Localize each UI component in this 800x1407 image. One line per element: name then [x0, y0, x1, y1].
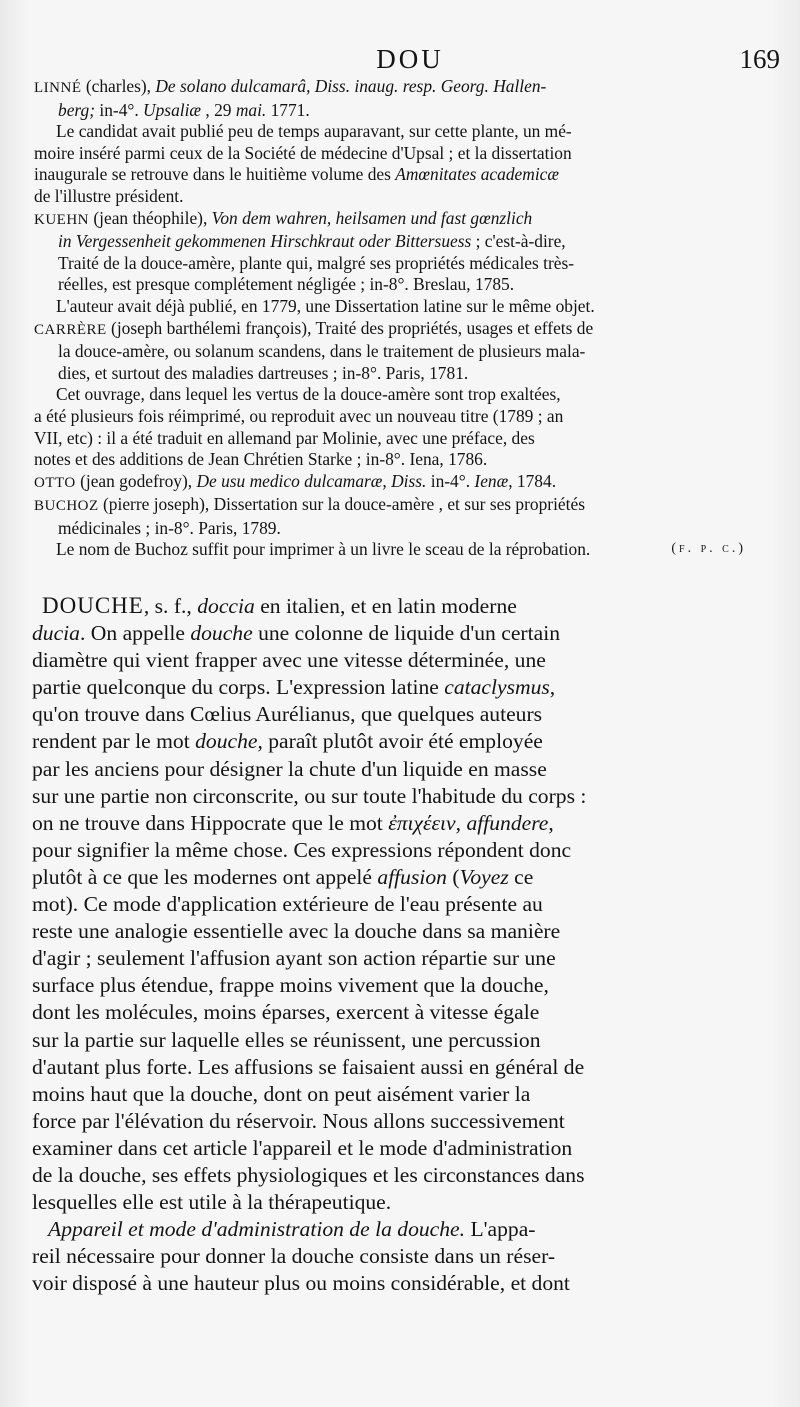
text-line: voir disposé à une hauteur plus ou moins considérable, et dont [32, 1271, 570, 1296]
text-line [32, 674, 770, 701]
bib-entry-otto [34, 471, 760, 495]
work-title: Amœnitates academicæ [395, 164, 559, 185]
text-line: moins haut que la douche, dont on peut aisément varier la [32, 1081, 531, 1106]
italic-term: cataclysmus [444, 675, 550, 700]
text-line [34, 471, 760, 495]
article-text: , paraît plutôt avoir été employée [257, 729, 543, 754]
text-line: reil nécessaire pour donner la douche consiste dans un réser- [32, 1244, 556, 1269]
text-line: reste une analogie essentielle avec la douche dans sa manière [32, 919, 561, 944]
text-line [34, 208, 760, 232]
bib-text: , 29 [201, 99, 236, 120]
italic-term: douche [195, 729, 258, 754]
text-line [32, 728, 770, 755]
author-name: LINNÉ [34, 80, 82, 96]
author-name: OTTO [34, 474, 76, 491]
work-title: in Vergessenheit gekommenen Hirschkraut oder Bittersuess [58, 231, 472, 252]
cross-reference: Voyez [459, 864, 509, 889]
text-line [32, 592, 770, 620]
note-line: VII, etc) : il a été traduit en allemand par Molinie, avec une préface, des [34, 427, 535, 448]
bib-text: (jean godefroy), [75, 470, 197, 491]
bib-entry-linne [34, 76, 760, 208]
text-line [34, 231, 760, 253]
text-line: de la douche, ses effets physiologiques et les circonstances dans [32, 1162, 585, 1187]
note-line: notes et des additions de Jean Chrétien Starke ; in-8°. Iena, 1786. [34, 449, 488, 470]
bib-text: 1771. [266, 99, 310, 120]
place: Upsaliæ [143, 99, 202, 120]
text-line: diamètre qui vient frapper avec une vitesse déterminée, une [32, 648, 546, 673]
article-text: plutôt à ce que les modernes ont appelé [32, 864, 378, 889]
text-line [34, 100, 760, 122]
text-line: médicinales ; in-8°. Paris, 1789. [58, 517, 281, 538]
bibliography [34, 76, 760, 561]
text-line: Traité de la douce-amère, plante qui, malgré ses propriétés médicales très- [58, 252, 575, 273]
section-heading: Appareil et mode d'administration de la douche. [48, 1217, 466, 1242]
work-title: Von dem wahren, heilsamen und fast gœnzlich [211, 207, 533, 228]
note-line [34, 164, 760, 186]
bib-text: (charles), [81, 76, 156, 96]
note-line: de l'illustre président. [34, 185, 184, 206]
italic-term: affusion [377, 864, 447, 889]
article-body [32, 592, 770, 1297]
article-text: en italien, et en latin moderne [254, 594, 517, 618]
article-text: ( [446, 864, 460, 889]
article-text: on ne trouve dans Hippocrate que le mot [32, 810, 389, 835]
work-title: De usu medico dulcamaræ, Diss. [196, 470, 427, 491]
section-heading-line [32, 1216, 770, 1243]
text-line: réelles, est presque complétement négligée ; in-8°. Breslau, 1785. [58, 274, 515, 295]
text-line: qu'on trouve dans Cœlius Aurélianus, que quelques auteurs [32, 702, 543, 727]
text-line: d'agir ; seulement l'affusion ayant son action répartie sur une [32, 946, 556, 971]
article-text: , [548, 810, 554, 835]
italic-term: doccia [197, 594, 255, 618]
bib-entry-kuehn [34, 208, 760, 318]
note-line: moire inséré parmi ceux de la Société de médecine d'Upsal ; et la dissertation [34, 142, 572, 163]
bib-text: in-4°. [426, 470, 475, 491]
text-line: mot). Ce mode d'application extérieure de l'eau présente au [32, 892, 543, 917]
note-line: L'auteur avait déjà publié, en 1779, une Dissertation latine sur le même objet. [56, 295, 595, 316]
text-line: sur une partie non circonscrite, ou sur toute l'habitude du corps : [32, 783, 587, 808]
text-line: la douce-amère, ou solanum scandens, dans le traitement de plusieurs mala- [58, 341, 586, 362]
text-line: pour signifier la même chose. Ces expressions répondent donc [32, 837, 572, 862]
bib-text: , 1784. [508, 470, 557, 491]
text-line: sur la partie sur laquelle elles se réunissent, une percussion [32, 1027, 541, 1052]
bib-text: (pierre joseph), Dissertation sur la douce-amère , et sur ses propriétés [98, 494, 585, 515]
text-line: par les anciens pour désigner la chute d'un liquide en masse [32, 756, 547, 781]
headword: DOUCHE [42, 593, 144, 618]
bib-text: (jean théophile), [89, 207, 212, 228]
author-name: CARRÈRE [34, 321, 107, 338]
text-line: dont les molécules, moins éparses, exercent à vitesse égale [32, 1000, 540, 1025]
text-line [34, 318, 760, 342]
work-title: De solano dulcamarâ, Diss. inaug. resp. Georg. Hallen- [155, 76, 547, 96]
italic-term: douche [190, 621, 253, 646]
article-text: , [549, 675, 556, 700]
article-text: , [455, 810, 467, 835]
bib-text: inaugurale se retrouve dans le huitième volume des [34, 164, 396, 185]
text-line [34, 494, 760, 518]
text-line: force par l'élévation du réservoir. Nous allons successivement [32, 1108, 565, 1133]
article-text: rendent par le mot [32, 729, 196, 754]
text-line: surface plus étendue, frappe moins vivement que la douche, [32, 973, 549, 998]
month: mai. [235, 99, 267, 120]
text-line: lesquelles elle est utile à la thérapeutique. [32, 1190, 392, 1215]
article-text: L'appa- [465, 1217, 536, 1242]
note-line: a été plusieurs fois réimprimé, ou reproduit avec un nouveau titre (1789 ; an [34, 405, 564, 426]
text-line [32, 810, 770, 837]
text-line: dies, et surtout des maladies dartreuses ; in-8°. Paris, 1781. [58, 362, 469, 383]
text-line: examiner dans cet article l'appareil et le mode d'administration [32, 1135, 573, 1160]
author-name: KUEHN [34, 211, 89, 228]
greek-term: ἐπιχέειν [388, 810, 456, 835]
bib-text: in-4°. [95, 99, 144, 120]
note-line: Le candidat avait publié peu de temps auparavant, sur cette plante, un mé- [56, 121, 572, 142]
italic-term: affundere [466, 810, 549, 835]
text-line [34, 76, 760, 100]
bib-entry-buchoz [34, 494, 760, 561]
page-number: 169 [739, 44, 780, 74]
bib-text: (joseph barthélemi françois), Traité des propriétés, usages et effets de [106, 317, 594, 338]
article-text: une colonne de liquide d'un certain [252, 621, 560, 646]
text-line: d'autant plus forte. Les affusions se faisaient aussi en général de [32, 1054, 585, 1079]
bib-text: ; c'est-à-dire, [471, 231, 566, 252]
article-text: , s. f., [143, 594, 198, 618]
text-line [32, 864, 770, 891]
text-line [32, 620, 770, 647]
place: Ienæ [474, 470, 509, 491]
italic-term: ducia [32, 621, 80, 646]
article-text: partie quelconque du corps. L'expression latine [32, 675, 445, 700]
author-signature: (f. p. c.) [671, 541, 746, 556]
work-title: berg; [58, 99, 96, 120]
running-head: DOU [376, 44, 444, 74]
note-line: Cet ouvrage, dans lequel les vertus de la douce-amère sont trop exaltées, [56, 384, 561, 405]
note-line: Le nom de Buchoz suffit pour imprimer à un livre le sceau de la réprobation. [56, 539, 591, 560]
article-text: ce [508, 864, 534, 889]
page-header [40, 44, 780, 78]
bib-entry-carrere [34, 318, 760, 471]
author-name: BUCHOZ [34, 498, 99, 515]
article-text: . On appelle [79, 621, 191, 646]
